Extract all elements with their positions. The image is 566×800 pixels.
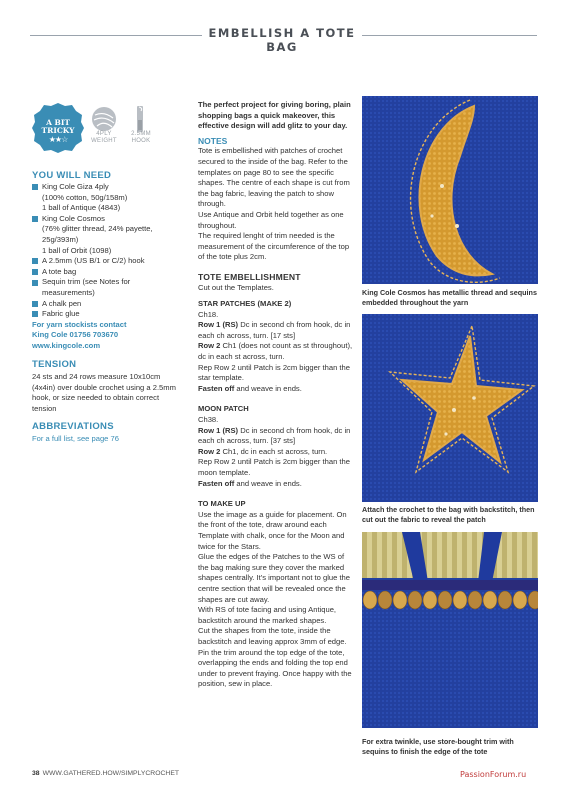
badge-label-line1: A BIT (46, 118, 70, 127)
star-row-2-text: Ch1 (does not count as st throughout), dc in each st across, turn. (198, 341, 353, 362)
tension-text: 24 sts and 24 rows measure 10x10cm (4x4in) over double crochet using a 2.5mm hook, or size needed to obtain correct tension (32, 372, 176, 413)
header-rule-left (30, 35, 202, 36)
difficulty-badge (32, 102, 84, 154)
materials-item-detail: (76% glitter thread, 24% payette, (42, 224, 153, 234)
stockists-line1: For yarn stockists contact (32, 319, 127, 329)
star-fasten-label: Fasten off (198, 383, 235, 393)
moon-fasten-text: and weave in ends. (234, 478, 302, 488)
header-rule-right (362, 35, 537, 36)
star-chain: Ch18. (198, 309, 219, 319)
bullet-square-icon (32, 216, 38, 222)
materials-item (32, 267, 182, 278)
star-photo-caption: Attach the crochet to the bag with backstitch, then cut out the fabric to reveal the patch (362, 505, 535, 524)
star-row-1-label: Row 1 (RS) (198, 320, 239, 330)
moon-row-2-label: Row 2 (198, 446, 221, 456)
abbreviations-title: ABBREVIATIONS (32, 421, 114, 432)
star-row-2 (198, 341, 354, 362)
moon-row-1 (198, 426, 354, 447)
moon-row-1-text: Dc in second ch from hook, dc in each ch across, turn. [37 sts] (198, 425, 351, 446)
moon-patch-title: MOON PATCH (198, 404, 249, 414)
materials-item-text: King Cole Giza 4ply (42, 182, 109, 191)
watermark: PassionForum.ru (460, 770, 527, 779)
moon-chain: Ch38. (198, 415, 219, 425)
hook-size-value: 2.5MM (131, 131, 151, 137)
make-up-paragraph-5: Pin the trim around the top edge of the tote, overlapping the ends and folding the top end under to prevent fraying. Once happy with the position, sew in place. (198, 647, 352, 689)
moon-patch-photo (362, 96, 538, 284)
materials-item (32, 299, 182, 310)
bullet-square-icon (32, 269, 38, 275)
star-row-2-label: Row 2 (198, 341, 221, 351)
bullet-square-icon (32, 280, 38, 286)
materials-item-detail: 1 ball of Orbit (1098) (42, 245, 112, 255)
materials-item-text: Fabric glue (42, 309, 80, 319)
tote-embellishment-text: Cut out the Templates. (198, 282, 274, 292)
make-up-paragraph-1: Use the image as a guide for placement. On the front of the tote, draw around each Template with chalk, once for the Moon and twice for the Stars. (198, 509, 347, 551)
moon-row-1-label: Row 1 (RS) (198, 425, 239, 435)
bullet-square-icon (32, 301, 38, 307)
instructions-column (198, 100, 354, 690)
materials-item-text: Sequin trim (see Notes for (42, 277, 131, 287)
page-title: EMBELLISH A TOTE BAG (208, 26, 356, 54)
materials-list (32, 182, 182, 352)
materials-item (32, 256, 182, 267)
notes-paragraph-2: Use Antique and Orbit held together as one throughout. (198, 209, 344, 230)
abbreviations-text: For a full list, see page 76 (32, 434, 119, 443)
bullet-square-icon (32, 311, 38, 317)
materials-item-text: A tote bag (42, 266, 77, 276)
tote-photo-caption: For extra twinkle, use store-bought trim with sequins to finish the edge of the tote (362, 737, 514, 756)
notes-paragraph-1: Tote is embellished with patches of crochet secured to the inside of the bag. Refer to the templates on page 80 to see the specific shapes. The centre of each shape is cut from the bag fabric, leaving the patch to show through. (198, 146, 350, 209)
materials-item-detail: (100% cotton, 50g/158m) (42, 192, 128, 202)
notes-paragraph-3: The required lenght of trim needed is the measurement of the circumference of the top of the tote plus 2cm. (198, 231, 350, 262)
materials-item (32, 182, 182, 193)
crochet-hook-icon (128, 106, 154, 132)
make-up-paragraph-3: With RS of tote facing and using Antique, backstitch around the marked shapes. (198, 605, 337, 625)
make-up-paragraph-2: Glue the edges of the Patches to the WS of the bag making sure they cover the marked shapes centrally. It's important not to glue the centre section that will be revealed once the shapes are cut away. (198, 552, 351, 604)
moon-repeat: Rep Row 2 until Patch is 2cm bigger than the moon template. (198, 457, 350, 477)
tension-title: TENSION (32, 359, 77, 370)
star-patch-photo (362, 314, 538, 502)
star-row-1 (198, 320, 354, 341)
intro-text: The perfect project for giving boring, plain shopping bags a quick makeover, this effective design will add glitz to your day. (198, 100, 351, 131)
page-number: 38 (32, 770, 40, 777)
materials-item-text: King Cole Cosmos (42, 213, 105, 223)
moon-row-2 (198, 447, 354, 458)
badge-label (32, 119, 84, 135)
notes-title: NOTES (198, 135, 228, 146)
materials-item (32, 277, 182, 288)
moon-fasten (198, 479, 354, 490)
materials-item (32, 214, 182, 225)
bullet-square-icon (32, 184, 38, 190)
yarn-weight-label: WEIGHT (91, 138, 117, 144)
yarn-weight-value: 4PLY (96, 131, 112, 137)
star-row-1-text: Dc in second ch from hook, dc in each ch across, turn. [17 sts] (198, 320, 351, 340)
badge-stars: ★★☆ (48, 135, 68, 144)
footer-url[interactable]: WWW.GATHERED.HOW/SIMPLYCROCHET (42, 770, 180, 777)
star-fasten (198, 384, 354, 395)
yarn-ball-icon (91, 106, 117, 132)
badge-label-line2: TRICKY (41, 126, 75, 135)
tote-trim-photo (362, 532, 538, 728)
hook-size-label: HOOK (131, 138, 151, 144)
materials-item (32, 309, 182, 320)
make-up-paragraph-4: Cut the shapes from the tote, inside the backstitch and leaving approx 3mm of edge. (198, 626, 347, 646)
yarn-weight-caption (84, 131, 124, 145)
materials-item-detail: 1 ball of Antique (4843) (42, 203, 121, 213)
materials-item-detail: 25g/393m) (42, 234, 79, 244)
page-footer (32, 770, 179, 777)
moon-photo-caption: King Cole Cosmos has metallic thread and sequins embedded throughout the yarn (362, 288, 537, 307)
stockists-link[interactable]: www.kingcole.com (32, 340, 101, 350)
page-header (0, 24, 566, 54)
moon-row-2-text: Ch1, dc in each st across, turn. (220, 446, 328, 456)
materials-item-detail: measurements) (42, 287, 95, 297)
bullet-square-icon (32, 258, 38, 264)
moon-fasten-label: Fasten off (198, 478, 235, 488)
difficulty-row (32, 102, 182, 160)
star-fasten-text: and weave in ends. (234, 383, 302, 393)
materials-item-text: A 2.5mm (US B/1 or C/2) hook (42, 256, 145, 266)
star-repeat: Rep Row 2 until Patch is 2cm bigger than the star template. (198, 362, 350, 383)
you-will-need-title: YOU WILL NEED (32, 170, 112, 181)
stockists-line2: King Cole 01756 703670 (32, 330, 119, 340)
make-up-title: TO MAKE UP (198, 499, 246, 509)
star-patches-title: STAR PATCHES (MAKE 2) (198, 299, 292, 309)
tote-embellishment-title: TOTE EMBELLISHMENT (198, 271, 301, 282)
hook-size-caption (121, 131, 161, 145)
materials-item-text: A chalk pen (42, 298, 82, 308)
